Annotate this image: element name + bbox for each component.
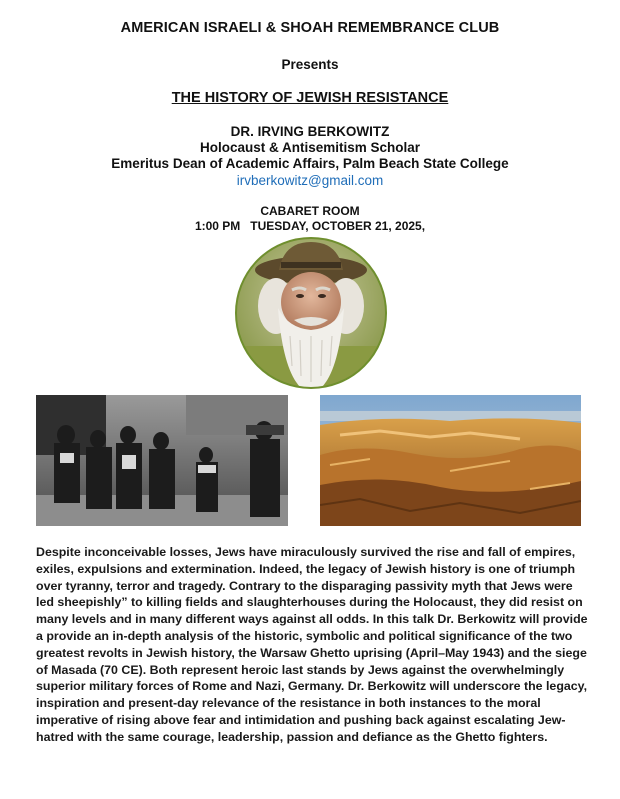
warsaw-ghetto-photo <box>36 395 288 526</box>
speaker-role-dean: Emeritus Dean of Academic Affairs, Palm Beach State College <box>111 156 509 171</box>
speaker-name: DR. IRVING BERKOWITZ <box>230 124 390 139</box>
speaker-portrait <box>234 236 388 390</box>
speaker-role-scholar: Holocaust & Antisemitism Scholar <box>199 140 421 155</box>
event-datetime: 1:00 PM TUESDAY, OCTOBER 21, 2025, <box>194 219 426 233</box>
event-title: THE HISTORY OF JEWISH RESISTANCE <box>171 90 449 106</box>
event-description: Despite inconceivable losses, Jews have miraculously survived the rise and fall of empires, exiles, expulsions and extermination. Indeed, the legacy of Jewish history is one of triumph over tyranny, terror and tragedy. Contrary to the disparaging passivity myth that Jews were led sheepishly” to killing fields and slaughterhouses during the Holocaust, they did resist on many levels and in many different ways against all odds. In this talk Dr. Berkowitz will provide a provide an in-depth analysis of the historic, symbolic and political significance of the two greatest revolts in Jewish history, the Warsaw Ghetto uprising (April–May 1943) and the siege of Masada (70 CE). Both represent heroic last stands by Jews against the overwhelmingly superior military forces of Rome and Nazi, Germany. Dr. Berkowitz will underscore the legacy, inspiration and present-day relevance of the resistance in both instances to the moral imperative of rising above fear and intimidation and pushing back against escalating Jew-hatred with the same courage, leadership, passion and defiance as the Ghetto fighters. <box>36 545 588 744</box>
presents-label: Presents <box>281 57 339 72</box>
club-name: AMERICAN ISRAELI & SHOAH REMEMBRANCE CLUB <box>120 20 500 36</box>
speaker-email-link[interactable]: irvberkowitz@gmail.com <box>236 173 384 188</box>
masada-photo <box>320 395 581 526</box>
event-room: CABARET ROOM <box>260 204 360 218</box>
